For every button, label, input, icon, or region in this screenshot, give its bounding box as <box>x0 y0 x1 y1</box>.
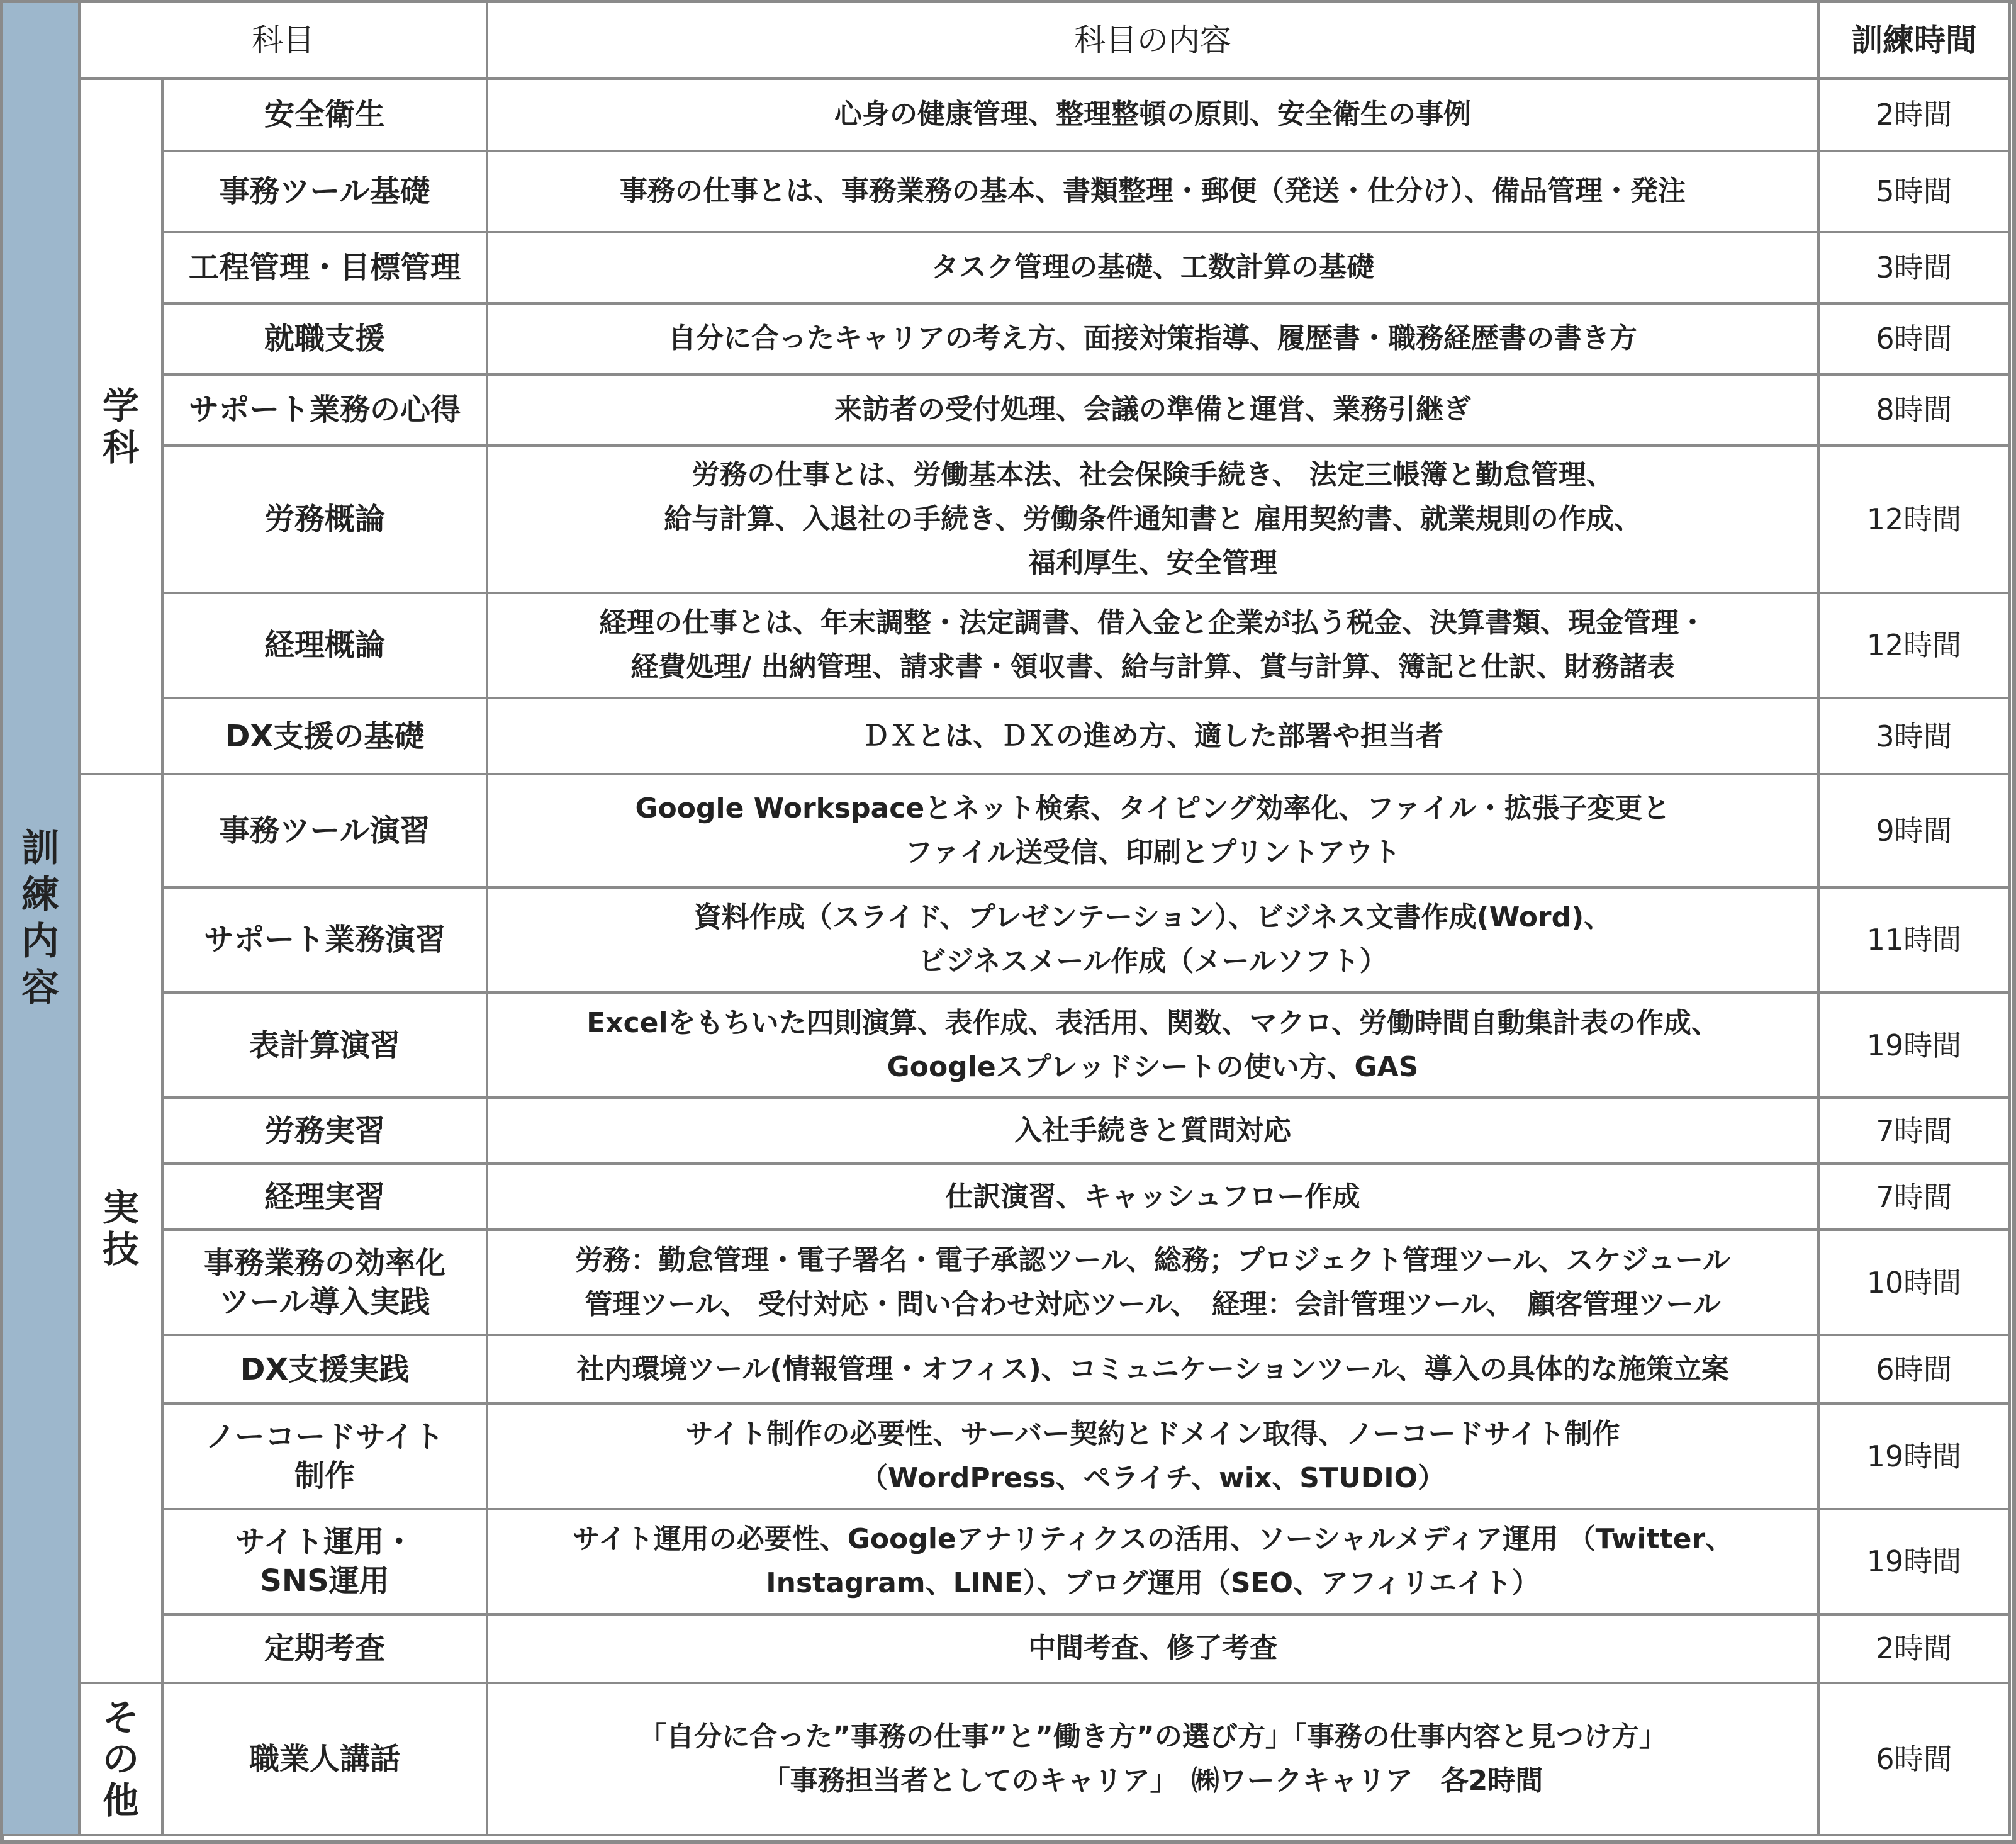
content-cell: 事務の仕事とは、事務業務の基本、書類整理・郵便（発送・仕分け）、備品管理・発注 <box>487 151 1818 232</box>
subject-cell: 事務ツール演習 <box>162 774 487 887</box>
category-cell <box>79 79 162 774</box>
subject-cell: 表計算演習 <box>162 992 487 1098</box>
hours-cell: 3時間 <box>1818 232 2010 303</box>
hours-cell: 2時間 <box>1818 1614 2010 1683</box>
content-cell: Google Workspaceとネット検索、タイピング効率化、ファイル・拡張子変更と ファイル送受信、印刷とプリントアウト <box>487 774 1818 887</box>
hours-cell: 2時間 <box>1818 79 2010 151</box>
table-row <box>1 992 2010 1098</box>
content-cell: 「自分に合った”事務の仕事”と”働き方”の選び方」「事務の仕事内容と見つけ方」 「事務担当者としてのキャリア」 ㈱ワークキャリア 各2時間 <box>487 1683 1818 1835</box>
content-cell: 仕訳演習、キャッシュフロー作成 <box>487 1164 1818 1230</box>
hours-cell: 11時間 <box>1818 887 2010 992</box>
subject-cell: 就職支援 <box>162 303 487 374</box>
hours-cell: 6時間 <box>1818 1335 2010 1403</box>
subject-cell: 職業人講話 <box>162 1683 487 1835</box>
table-row <box>1 1614 2010 1683</box>
subject-cell: 事務ツール基礎 <box>162 151 487 232</box>
table-row <box>1 887 2010 992</box>
subject-cell: ノーコードサイト 制作 <box>162 1403 487 1509</box>
content-cell: 心身の健康管理、整理整頓の原則、安全衛生の事例 <box>487 79 1818 151</box>
hours-cell: 19時間 <box>1818 1509 2010 1614</box>
content-cell: タスク管理の基礎、工数計算の基礎 <box>487 232 1818 303</box>
header-content: 科目の内容 <box>487 1 1818 79</box>
content-cell: サイト制作の必要性、サーバー契約とドメイン取得、ノーコードサイト制作 （WordPress、ペライチ、wix、STUDIO） <box>487 1403 1818 1509</box>
table-row <box>1 303 2010 374</box>
table-row <box>1 374 2010 446</box>
header-hours: 訓練時間 <box>1818 1 2010 79</box>
content-cell: 社内環境ツール(情報管理・オフィス)、コミュニケーションツール、導入の具体的な施策立案 <box>487 1335 1818 1403</box>
subject-cell: 定期考査 <box>162 1614 487 1683</box>
table-row <box>1 1164 2010 1230</box>
subject-cell: 経理概論 <box>162 593 487 698</box>
table-row <box>1 446 2010 593</box>
hours-cell: 8時間 <box>1818 374 2010 446</box>
content-cell: サイト運用の必要性、Googleアナリティクスの活用、ソーシャルメディア運用 （Twitter、 Instagram、LINE）、ブログ運用（SEO、アフィリエイト） <box>487 1509 1818 1614</box>
hours-cell: 12時間 <box>1818 593 2010 698</box>
category-label: その他 <box>102 1695 139 1822</box>
subject-cell: 工程管理・目標管理 <box>162 232 487 303</box>
hours-cell: 10時間 <box>1818 1230 2010 1335</box>
content-cell: 労務：勤怠管理・電子署名・電子承認ツール、総務；プロジェクト管理ツール、スケジュール 管理ツール、 受付対応・問い合わせ対応ツール、 経理：会計管理ツール、 顧客管理ツール <box>487 1230 1818 1335</box>
hours-cell: 7時間 <box>1818 1098 2010 1164</box>
content-cell: 労務の仕事とは、労働基本法、社会保険手続き、 法定三帳簿と勤怠管理、 給与計算、入退社の手続き、労働条件通知書と 雇用契約書、就業規則の作成、 福利厚生、安全管理 <box>487 446 1818 593</box>
table-row <box>1 1509 2010 1614</box>
main-label: 訓練内容 <box>21 826 59 1010</box>
subject-cell: サポート業務演習 <box>162 887 487 992</box>
content-cell: 中間考査、修了考査 <box>487 1614 1818 1683</box>
subject-cell: 労務実習 <box>162 1098 487 1164</box>
table-row <box>1 593 2010 698</box>
table-row <box>1 1683 2010 1835</box>
content-cell: 資料作成（スライド、プレゼンテーション）、ビジネス文書作成(Word)、 ビジネスメール作成（メールソフト） <box>487 887 1818 992</box>
hours-cell: 3時間 <box>1818 698 2010 774</box>
category-cell <box>79 1683 162 1835</box>
content-cell: 自分に合ったキャリアの考え方、面接対策指導、履歴書・職務経歴書の書き方 <box>487 303 1818 374</box>
hours-cell: 6時間 <box>1818 1683 2010 1835</box>
table-row <box>1 1098 2010 1164</box>
category-label: 実技 <box>102 1186 139 1271</box>
main-label-cell <box>1 1 79 1835</box>
hours-cell: 12時間 <box>1818 446 2010 593</box>
table-row <box>1 698 2010 774</box>
subject-cell: DX支援の基礎 <box>162 698 487 774</box>
content-cell: ＤＸとは、ＤＸの進め方、適した部署や担当者 <box>487 698 1818 774</box>
table-row <box>1 1230 2010 1335</box>
content-cell: 来訪者の受付処理、会議の準備と運営、業務引継ぎ <box>487 374 1818 446</box>
hours-cell: 19時間 <box>1818 1403 2010 1509</box>
content-cell: 経理の仕事とは、年末調整・法定調書、借入金と企業が払う税金、決算書類、現金管理・ 経費処理/ 出納管理、請求書・領収書、給与計算、賞与計算、簿記と仕訳、財務諸表 <box>487 593 1818 698</box>
table-row <box>1 232 2010 303</box>
hours-cell: 7時間 <box>1818 1164 2010 1230</box>
table-body <box>1 1 2010 1835</box>
category-cell <box>79 774 162 1683</box>
table-row <box>1 151 2010 232</box>
content-cell: 入社手続きと質問対応 <box>487 1098 1818 1164</box>
header-subject: 科目 <box>79 1 487 79</box>
subject-cell: サイト運用・ SNS運用 <box>162 1509 487 1614</box>
header-row <box>1 1 2010 79</box>
table-row <box>1 774 2010 887</box>
subject-cell: サポート業務の心得 <box>162 374 487 446</box>
table-row <box>1 79 2010 151</box>
content-cell: Excelをもちいた四則演算、表作成、表活用、関数、マクロ、労働時間自動集計表の作成、 Googleスプレッドシートの使い方、GAS <box>487 992 1818 1098</box>
hours-cell: 5時間 <box>1818 151 2010 232</box>
subject-cell: 安全衛生 <box>162 79 487 151</box>
subject-cell: 経理実習 <box>162 1164 487 1230</box>
hours-cell: 9時間 <box>1818 774 2010 887</box>
hours-cell: 19時間 <box>1818 992 2010 1098</box>
category-label: 学科 <box>102 384 139 469</box>
subject-cell: DX支援実践 <box>162 1335 487 1403</box>
subject-cell: 事務業務の効率化 ツール導入実践 <box>162 1230 487 1335</box>
table-row <box>1 1403 2010 1509</box>
table-row <box>1 1335 2010 1403</box>
subject-cell: 労務概論 <box>162 446 487 593</box>
hours-cell: 6時間 <box>1818 303 2010 374</box>
